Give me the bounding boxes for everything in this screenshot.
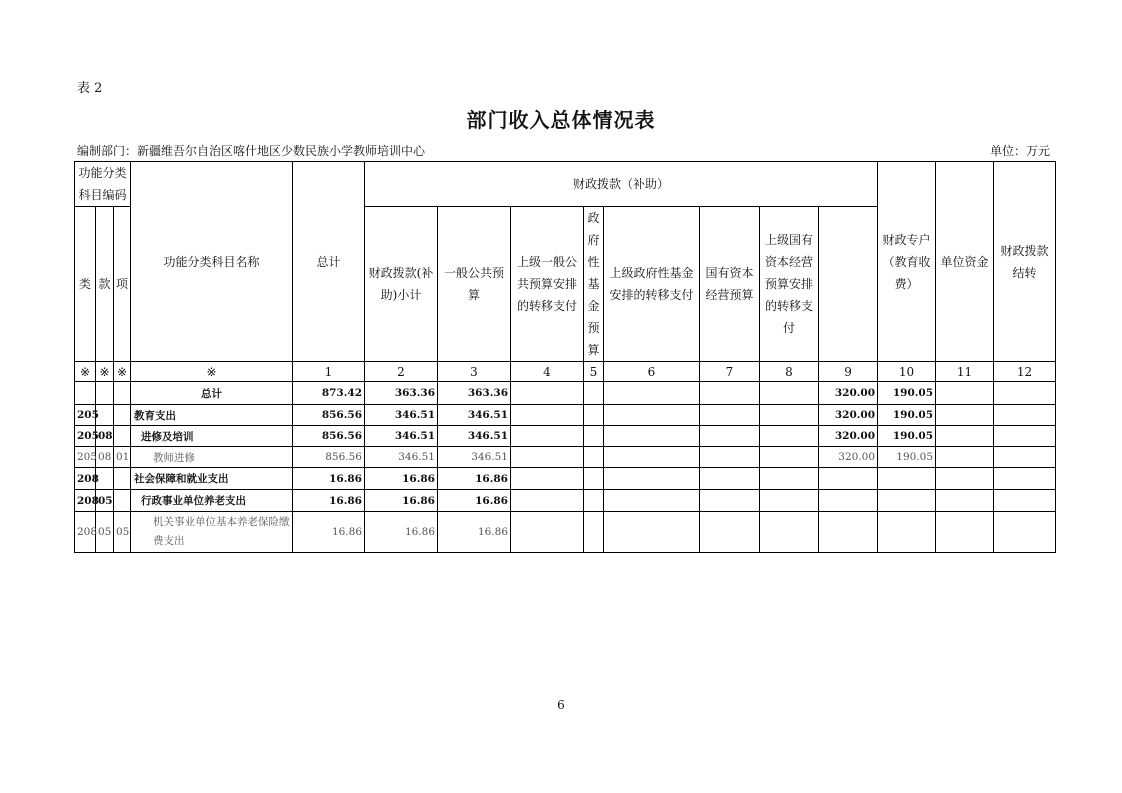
cell-upper-state: [760, 512, 819, 553]
cell-unit-funds: 190.05: [878, 447, 936, 468]
header-lei: 类: [75, 207, 96, 362]
table-row: [75, 447, 1056, 468]
cell-kuan: 08: [96, 447, 114, 468]
cell-fiscal-subtotal: 346.51: [365, 426, 438, 447]
cell-gov-fund: [584, 490, 604, 512]
cell-state-capital: [700, 382, 760, 405]
cell-special: [819, 468, 878, 490]
index-cell: 10: [878, 362, 936, 382]
cell-special: 320.00: [819, 382, 878, 405]
cell-nonfiscal: [994, 447, 1056, 468]
table-row: [75, 382, 1056, 405]
cell-gov-fund: [584, 405, 604, 426]
header-upper-state: 上级国有资本经营预算安排的转移支付: [760, 207, 819, 362]
income-table: [74, 161, 1056, 553]
cell-gov-fund: [584, 447, 604, 468]
index-cell: 8: [760, 362, 819, 382]
index-cell: ※: [114, 362, 131, 382]
cell-state-capital: [700, 405, 760, 426]
cell-fiscal-subtotal: 346.51: [365, 447, 438, 468]
cell-special: [819, 512, 878, 553]
cell-upper-fund: [604, 468, 700, 490]
cell-total: 16.86: [293, 468, 365, 490]
cell-fiscal-subtotal: 363.36: [365, 382, 438, 405]
cell-kuan: [96, 382, 114, 405]
cell-general-budget: 346.51: [438, 405, 511, 426]
cell-upper-fund: [604, 447, 700, 468]
cell-total: 16.86: [293, 490, 365, 512]
cell-xiang: [114, 468, 131, 490]
page-number: 6: [557, 698, 565, 712]
cell-unit-funds: [878, 468, 936, 490]
cell-state-capital: [700, 512, 760, 553]
cell-lei: 205: [75, 405, 96, 426]
cell-carryover: [936, 426, 994, 447]
cell-xiang: 01: [114, 447, 131, 468]
cell-lei: [75, 382, 96, 405]
cell-general-budget: 346.51: [438, 426, 511, 447]
cell-name: 总计: [131, 382, 293, 405]
cell-name: 机关事业单位基本养老保险缴费支出: [131, 512, 293, 553]
table-row: [75, 426, 1056, 447]
index-cell: 4: [511, 362, 584, 382]
cell-special: 320.00: [819, 447, 878, 468]
cell-state-capital: [700, 490, 760, 512]
cell-carryover: [936, 512, 994, 553]
cell-carryover: [936, 382, 994, 405]
cell-carryover: [936, 490, 994, 512]
cell-nonfiscal: [994, 468, 1056, 490]
header-name: 功能分类科目名称: [131, 162, 293, 362]
index-cell: 12: [994, 362, 1056, 382]
cell-xiang: [114, 490, 131, 512]
cell-lei: 208: [75, 490, 96, 512]
cell-state-capital: [700, 468, 760, 490]
cell-upper-fund: [604, 382, 700, 405]
cell-xiang: [114, 405, 131, 426]
cell-xiang: 05: [114, 512, 131, 553]
cell-upper-general: [511, 447, 584, 468]
cell-special: 320.00: [819, 426, 878, 447]
cell-total: 16.86: [293, 512, 365, 553]
cell-unit-funds: 190.05: [878, 382, 936, 405]
cell-total: 856.56: [293, 447, 365, 468]
header-unit-funds: 单位资金: [936, 162, 994, 362]
header-fiscal-group: 财政拨款（补助）: [365, 162, 878, 207]
cell-gov-fund: [584, 426, 604, 447]
index-cell: 7: [700, 362, 760, 382]
header-kuan: 款: [96, 207, 114, 362]
cell-upper-general: [511, 468, 584, 490]
cell-upper-general: [511, 426, 584, 447]
cell-upper-fund: [604, 405, 700, 426]
cell-upper-general: [511, 490, 584, 512]
cell-name: 行政事业单位养老支出: [131, 490, 293, 512]
header-code-group: 功能分类科目编码: [75, 162, 131, 207]
cell-fiscal-subtotal: 16.86: [365, 512, 438, 553]
header-gov-fund: 政府性基金预算: [584, 207, 604, 362]
cell-lei: 205: [75, 426, 96, 447]
cell-nonfiscal: [994, 382, 1056, 405]
cell-upper-state: [760, 405, 819, 426]
cell-special: 320.00: [819, 405, 878, 426]
index-cell: ※: [131, 362, 293, 382]
cell-general-budget: 363.36: [438, 382, 511, 405]
table-number: 表 2: [77, 81, 103, 96]
table-row: [75, 405, 1056, 426]
cell-fiscal-subtotal: 346.51: [365, 405, 438, 426]
index-cell: 9: [819, 362, 878, 382]
index-cell: 11: [936, 362, 994, 382]
cell-total: 856.56: [293, 405, 365, 426]
cell-state-capital: [700, 447, 760, 468]
unit-label: 单位：万元: [989, 144, 1050, 158]
cell-upper-state: [760, 447, 819, 468]
header-special: 财政专户（教育收费）: [878, 162, 936, 362]
cell-name: 教师进修: [131, 447, 293, 468]
cell-upper-state: [760, 468, 819, 490]
index-cell: 6: [604, 362, 700, 382]
cell-upper-fund: [604, 426, 700, 447]
cell-xiang: [114, 426, 131, 447]
header-carryover: 财政拨款结转: [994, 162, 1056, 362]
cell-nonfiscal: [994, 405, 1056, 426]
cell-total: 856.56: [293, 426, 365, 447]
cell-upper-state: [760, 382, 819, 405]
cell-kuan: 08: [96, 426, 114, 447]
cell-unit-funds: [878, 490, 936, 512]
index-cell: ※: [96, 362, 114, 382]
header-state-capital: 国有资本经营预算: [700, 207, 760, 362]
cell-nonfiscal: [994, 490, 1056, 512]
cell-state-capital: [700, 426, 760, 447]
cell-upper-general: [511, 382, 584, 405]
header-xiang: 项: [114, 207, 131, 362]
cell-unit-funds: 190.05: [878, 426, 936, 447]
cell-nonfiscal: [994, 512, 1056, 553]
cell-upper-fund: [604, 512, 700, 553]
cell-general-budget: 346.51: [438, 447, 511, 468]
department-label: 编制部门：新疆维吾尔自治区喀什地区少数民族小学教师培训中心: [77, 144, 426, 158]
index-cell: 3: [438, 362, 511, 382]
cell-total: 873.42: [293, 382, 365, 405]
header-upper-general: 上级一般公共预算安排的转移支付: [511, 207, 584, 362]
cell-nonfiscal: [994, 426, 1056, 447]
cell-upper-state: [760, 426, 819, 447]
cell-lei: 208: [75, 468, 96, 490]
cell-upper-general: [511, 405, 584, 426]
cell-lei: 205: [75, 447, 96, 468]
header-upper-fund: 上级政府性基金安排的转移支付: [604, 207, 700, 362]
cell-upper-general: [511, 512, 584, 553]
cell-name: 社会保障和就业支出: [131, 468, 293, 490]
cell-name: 教育支出: [131, 405, 293, 426]
cell-gov-fund: [584, 468, 604, 490]
header-fiscal-subtotal: 财政拨款(补助)小计: [365, 207, 438, 362]
cell-carryover: [936, 405, 994, 426]
cell-upper-fund: [604, 490, 700, 512]
cell-general-budget: 16.86: [438, 512, 511, 553]
cell-upper-state: [760, 490, 819, 512]
header-total: 总计: [293, 162, 365, 362]
cell-gov-fund: [584, 512, 604, 553]
cell-gov-fund: [584, 382, 604, 405]
index-cell: 1: [293, 362, 365, 382]
header-general-budget: 一般公共预算: [438, 207, 511, 362]
table-row: [75, 490, 1056, 512]
index-cell: ※: [75, 362, 96, 382]
cell-general-budget: 16.86: [438, 468, 511, 490]
index-cell: 2: [365, 362, 438, 382]
cell-xiang: [114, 382, 131, 405]
cell-unit-funds: 190.05: [878, 405, 936, 426]
cell-carryover: [936, 468, 994, 490]
cell-kuan: 05: [96, 512, 114, 553]
document-title: 部门收入总体情况表: [466, 108, 656, 132]
cell-kuan: 05: [96, 490, 114, 512]
cell-carryover: [936, 447, 994, 468]
cell-general-budget: 16.86: [438, 490, 511, 512]
table-row: [75, 512, 1056, 553]
cell-lei: 208: [75, 512, 96, 553]
cell-special: [819, 490, 878, 512]
table-row: [75, 468, 1056, 490]
cell-unit-funds: [878, 512, 936, 553]
cell-fiscal-subtotal: 16.86: [365, 490, 438, 512]
cell-fiscal-subtotal: 16.86: [365, 468, 438, 490]
index-cell: 5: [584, 362, 604, 382]
cell-name: 进修及培训: [131, 426, 293, 447]
